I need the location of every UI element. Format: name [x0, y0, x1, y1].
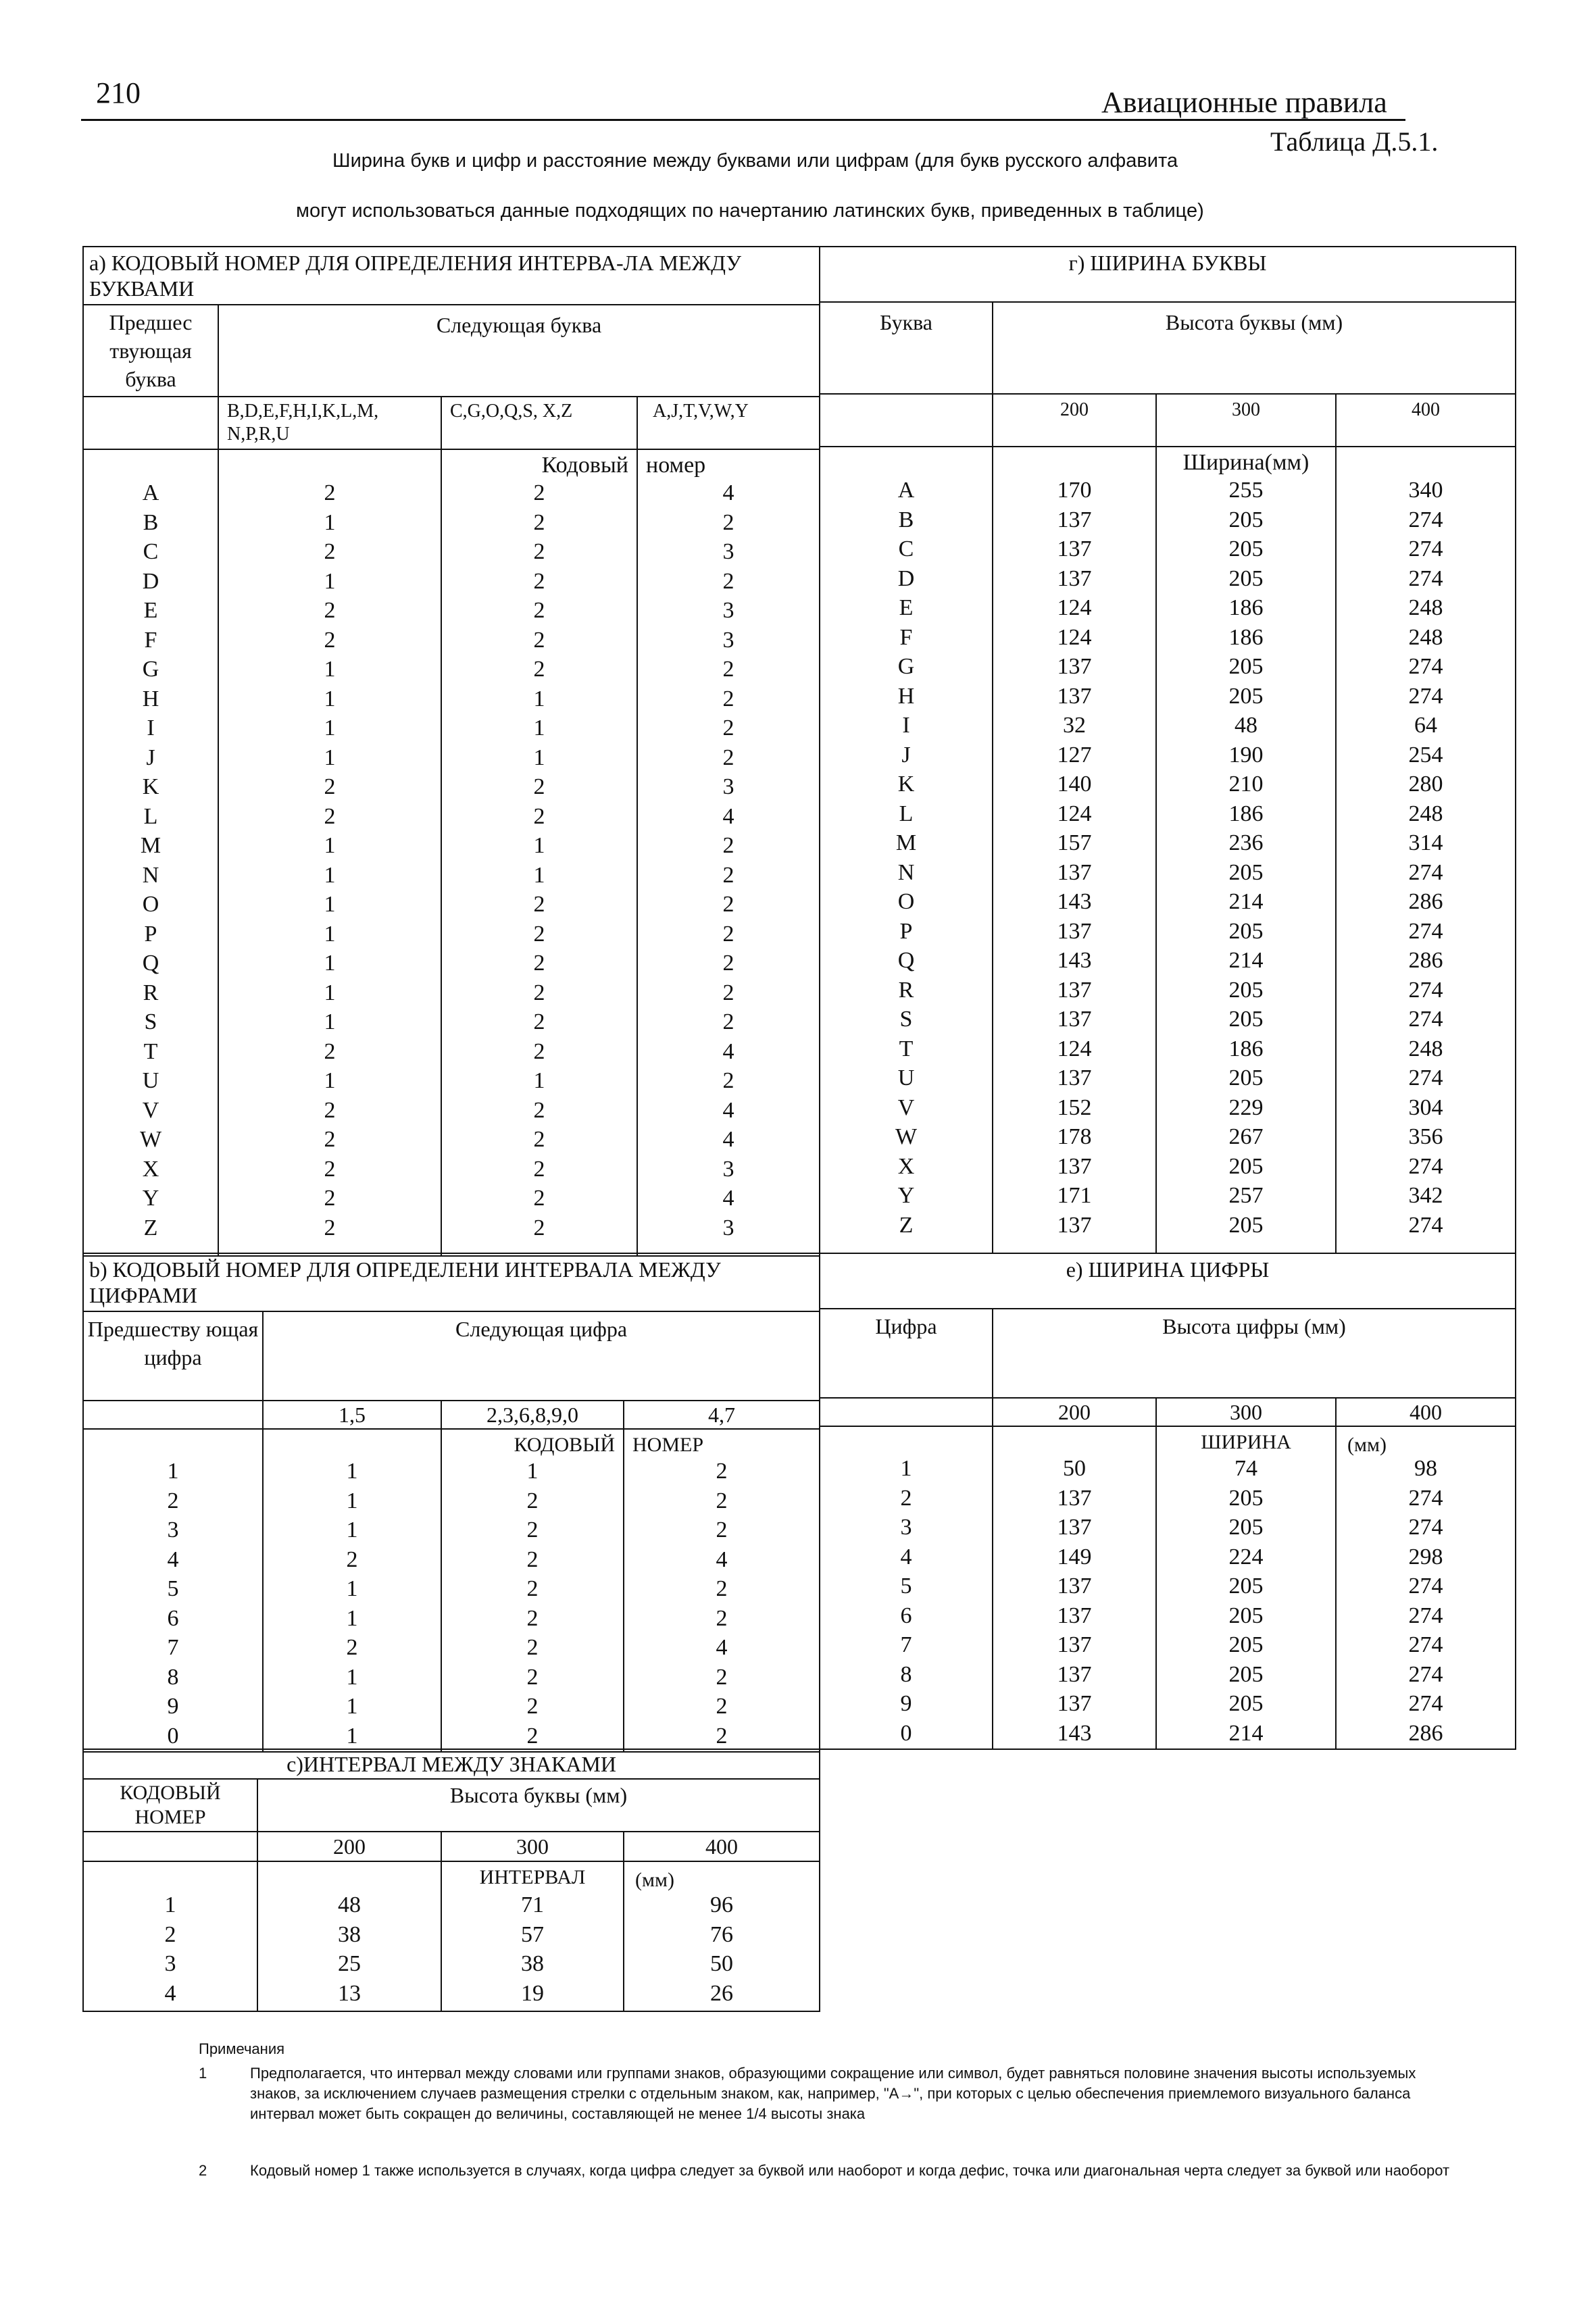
digit-code-label-1: КОДОВЫЙ	[514, 1434, 615, 1456]
letter-width-300: 255 205 205 205 186 186 205 205 48 190 210 186 236 205 214 205 214 205 205 186 205 229 267 205 257 205	[1228, 478, 1264, 1238]
digit-width-400: 98 274 274 298 274 274 274 274 274 286	[1408, 1456, 1443, 1746]
interval-label-2: (мм)	[635, 1869, 674, 1891]
digit-code-col3: 2 2 2 4 2 2 4 2 2 2	[716, 1459, 728, 1749]
letter-code-col3: 4 2 3 2 3 3 2 2 2 2 3 4 2 2 2 2 2 2 2 4 2 4 4 3 4 3	[722, 480, 734, 1240]
section-a-title: а) КОДОВЫЙ НОМЕР ДЛЯ ОПРЕДЕЛЕНИЯ ИНТЕРВА-ЛА МЕЖДУ БУКВАМИ	[83, 247, 820, 305]
letter-height-300: 300	[1156, 394, 1336, 447]
table-caption-line1: Ширина букв и цифр и расстояние между буквами или цифрам (для букв русского алфавита	[332, 150, 1178, 172]
interval-height-300: 300	[441, 1832, 624, 1861]
digit-list: 1 2 3 4 5 6 7 8 9 0	[167, 1459, 179, 1749]
digit-width-label-2: (мм)	[1347, 1434, 1387, 1456]
code-label-2: номер	[646, 453, 706, 478]
letter-code-col1: 2 1 2 1 2 2 1 1 1 1 2 2 1 1 1 1 1 1 1 2 1 2 2 2 2 2	[324, 480, 336, 1240]
digit-width-300: 74 205 205 224 205 205 205 205 205 214	[1228, 1456, 1264, 1746]
digit-group-3: 4,7	[624, 1401, 820, 1429]
section-c-title: с)ИНТЕРВАЛ МЕЖДУ ЗНАКАМИ	[83, 1749, 820, 1779]
letter-group-3: A,J,T,V,W,Y	[637, 397, 820, 449]
interval-height-200: 200	[257, 1832, 441, 1861]
next-letter-label: Следующая буква	[218, 305, 820, 397]
note-2-number: 2	[199, 2162, 207, 2179]
digit-group-2: 2,3,6,8,9,0	[441, 1401, 624, 1429]
width-label: Ширина(мм)	[1182, 450, 1310, 475]
preceding-letter-label: Предшес твующая буква	[83, 305, 218, 397]
letter-width-200: 170 137 137 137 124 124 137 137 32 127 140 124 157 137 143 137 143 137 137 124 137 152 178 137 171 137	[1057, 478, 1092, 1238]
digit-height-label: Высота цифры (мм)	[993, 1309, 1516, 1398]
digit-code-label-2: НОМЕР	[632, 1434, 704, 1456]
width-letter-list: A B C D E F G H I J K L M N O P Q R S T U V W X Y Z	[895, 478, 918, 1238]
digit-height-400: 400	[1336, 1398, 1516, 1426]
running-title: Авиационные правила	[1101, 86, 1387, 119]
digit-height-300: 300	[1156, 1398, 1336, 1426]
letter-code-col2: 2 2 2 2 2 2 2 1 1 1 2 2 1 1 2 2 2 2 2 2 1 2 2 2 2 2	[533, 480, 545, 1240]
note-2-text: Кодовый номер 1 также используется в случаях, когда цифра следует за буквой или наоборот и когда дефис, точка или диагональная черта следует за буквой или наоборот	[250, 2162, 1450, 2179]
digit-code-table	[82, 1253, 820, 1753]
digit-code-col1: 1 1 1 2 1 1 2 1 1 1	[346, 1459, 358, 1749]
interval-label-1: ИНТЕРВАЛ	[479, 1866, 586, 1888]
note-1-text: Предполагается, что интервал между словами или группами знаков, образующими сокращение или символ, будет равняться половине значения высоты используемых знаков, за исключением случаев размещения стрелки с отдельным знаком, как, например, "A→", при которых с целью обеспечения приемлемого визуального баланса интервал может быть сокращен до величины, составляющей не менее 1/4 высоты знака	[250, 2065, 1416, 2122]
section-b-title: b) КОДОВЫЙ НОМЕР ДЛЯ ОПРЕДЕЛЕНИ ИНТЕРВАЛА МЕЖДУ ЦИФРАМИ	[83, 1253, 820, 1311]
digit-code-col2: 1 2 2 2 2 2 2 2 2 2	[526, 1459, 539, 1749]
interval-height-400: 400	[624, 1832, 820, 1861]
letter-height-200: 200	[993, 394, 1156, 447]
interval-300: 71 57 38 19	[521, 1892, 544, 2006]
table-caption-line2: могут использоваться данные подходящих по начертанию латинских букв, приведенных в таблице)	[296, 200, 1204, 222]
section-d-title: г) ШИРИНА БУКВЫ	[820, 247, 1516, 302]
digit-height-200: 200	[993, 1398, 1156, 1426]
letter-height-label: Высота буквы (мм)	[993, 302, 1516, 394]
next-digit-label: Следующая цифра	[263, 1311, 820, 1401]
code-label-1: Кодовый	[541, 453, 628, 478]
interval-400: 96 76 50 26	[710, 1892, 734, 2006]
letter-label: Буква	[820, 302, 993, 394]
digit-width-200: 50 137 137 149 137 137 137 137 137 143	[1057, 1456, 1092, 1746]
interval-200: 48 38 25 13	[338, 1892, 361, 2006]
digit-width-table	[819, 1253, 1516, 1750]
letter-list: A B C D E F G H I J K L M N O P Q R S T U V W X Y Z	[139, 480, 162, 1240]
section-e-title: е) ШИРИНА ЦИФРЫ	[820, 1253, 1516, 1309]
table-label: Таблица Д.5.1.	[1270, 126, 1439, 157]
digit-width-label-1: ШИРИНА	[1201, 1431, 1291, 1453]
digit-group-1: 1,5	[263, 1401, 441, 1429]
page-number: 210	[96, 76, 141, 109]
width-digit-list: 1 2 3 4 5 6 7 8 9 0	[900, 1456, 912, 1746]
letter-group-1: B,D,E,F,H,I,K,L,M, N,P,R,U	[218, 397, 441, 449]
letter-code-table	[82, 246, 820, 1257]
letter-group-2: C,G,O,Q,S, X,Z	[441, 397, 637, 449]
note-1-number: 1	[199, 2065, 207, 2082]
letter-width-400: 340 274 274 274 248 248 274 274 64 254 280 248 314 274 286 274 286 274 274 248 274 304 356 274 342 274	[1408, 478, 1443, 1238]
interval-code-label: КОДОВЫЙ НОМЕР	[83, 1779, 257, 1832]
interval-table	[82, 1749, 820, 2012]
notes-heading: Примечания	[199, 2040, 285, 2057]
preceding-digit-label: Предшеству ющая цифра	[83, 1311, 263, 1401]
letter-width-table	[819, 246, 1516, 1254]
interval-code-list: 1 2 3 4	[164, 1892, 176, 2006]
digit-label: Цифра	[820, 1309, 993, 1398]
letter-height-400: 400	[1336, 394, 1516, 447]
interval-height-label: Высота буквы (мм)	[257, 1779, 820, 1832]
